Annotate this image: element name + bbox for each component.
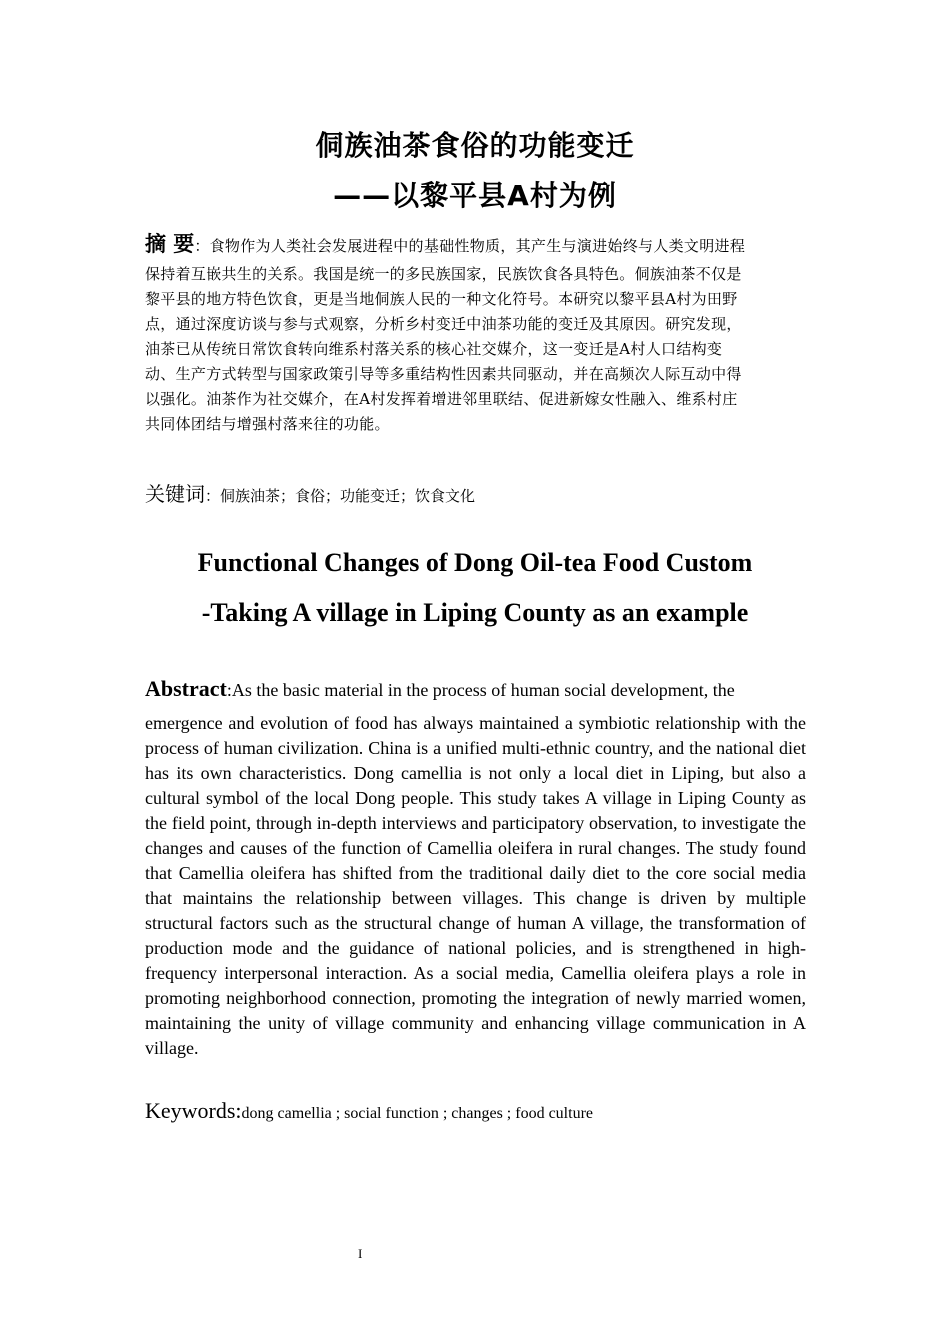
chinese-subtitle: ——以黎平县A村为例 [333,179,617,212]
chinese-keywords [145,478,807,507]
english-abstract-label: Abstract [145,676,227,701]
chinese-title: 侗族油茶食俗的功能变迁 [315,129,635,162]
english-abstract [145,675,806,1061]
chinese-abstract-line: 点，通过深度访谈与参与式观察，分析乡村变迁中油茶功能的变迁及其原因。研究发现， [145,315,742,333]
english-abstract-first-line: :As the basic material in the process of human social development, the [226,680,735,700]
chinese-abstract-line: 油茶已从传统日常饮食转向维系村落关系的核心社交媒介，这一变迁是A村人口结构变 [145,340,723,358]
chinese-abstract-line: ：食物作为人类社会发展进程中的基础性物质，其产生与演进始终与人类文明进程 [194,237,746,255]
chinese-abstract-label: 摘 要 [145,232,195,256]
chinese-keywords-text: ：侗族油茶；食俗；功能变迁；饮食文化 [205,487,476,505]
chinese-abstract-line: 动、生产方式转型与国家政策引导等多重结构性因素共同驱动，并在高频次人际互动中得 [145,365,742,383]
chinese-abstract-line: 以强化。油茶作为社交媒介，在A村发挥着增进邻里联结、促进新嫁女性融入、维系村庄 [145,390,738,408]
english-subtitle: -Taking A village in Liping County as an example [201,598,749,627]
page-number: I [358,1246,363,1261]
english-abstract-body: emergence and evolution of food has always maintained a symbiotic relationship with the process of human civilization. China is a unified multi-ethnic country, and the national diet has its own characteristics. Dong camellia is not only a local diet in Liping, but also a cultural symbol of the local Dong people. This study takes A village in Liping County as the field point, through in-depth interviews and participatory observation, to investigate the changes and causes of the function of Camellia oleifera in rural changes. The study found that Camellia oleifera has shifted from the traditional daily diet to the core social media that maintains the relationship between villages. This change is driven by multiple structural factors such as the structural change of human A village, the transformation of production mode and the guidance of national policies, and is strengthened in high-frequency interpersonal interaction. As a social media, Camellia oleifera plays a role in promoting neighborhood connection, promoting the integration of newly married women, maintaining the unity of village community and enhancing village communication in A village. [145,713,806,1058]
chinese-abstract-line: 保持着互嵌共生的关系。我国是统一的多民族国家，民族饮食各具特色。侗族油茶不仅是 [145,265,742,283]
english-keywords-text: dong camellia ; social function ; changes ; food culture [241,1105,593,1122]
chinese-abstract [145,230,807,437]
chinese-abstract-line: 共同体团结与增强村落来往的功能。 [145,415,390,433]
english-title: Functional Changes of Dong Oil-tea Food Custom [197,548,753,577]
english-keywords [145,1098,806,1124]
chinese-abstract-line: 黎平县的地方特色饮食，更是当地侗族人民的一种文化符号。本研究以黎平县A村为田野 [145,290,738,308]
chinese-keywords-label: 关键词 [145,482,205,506]
english-keywords-label: Keywords: [145,1098,242,1123]
